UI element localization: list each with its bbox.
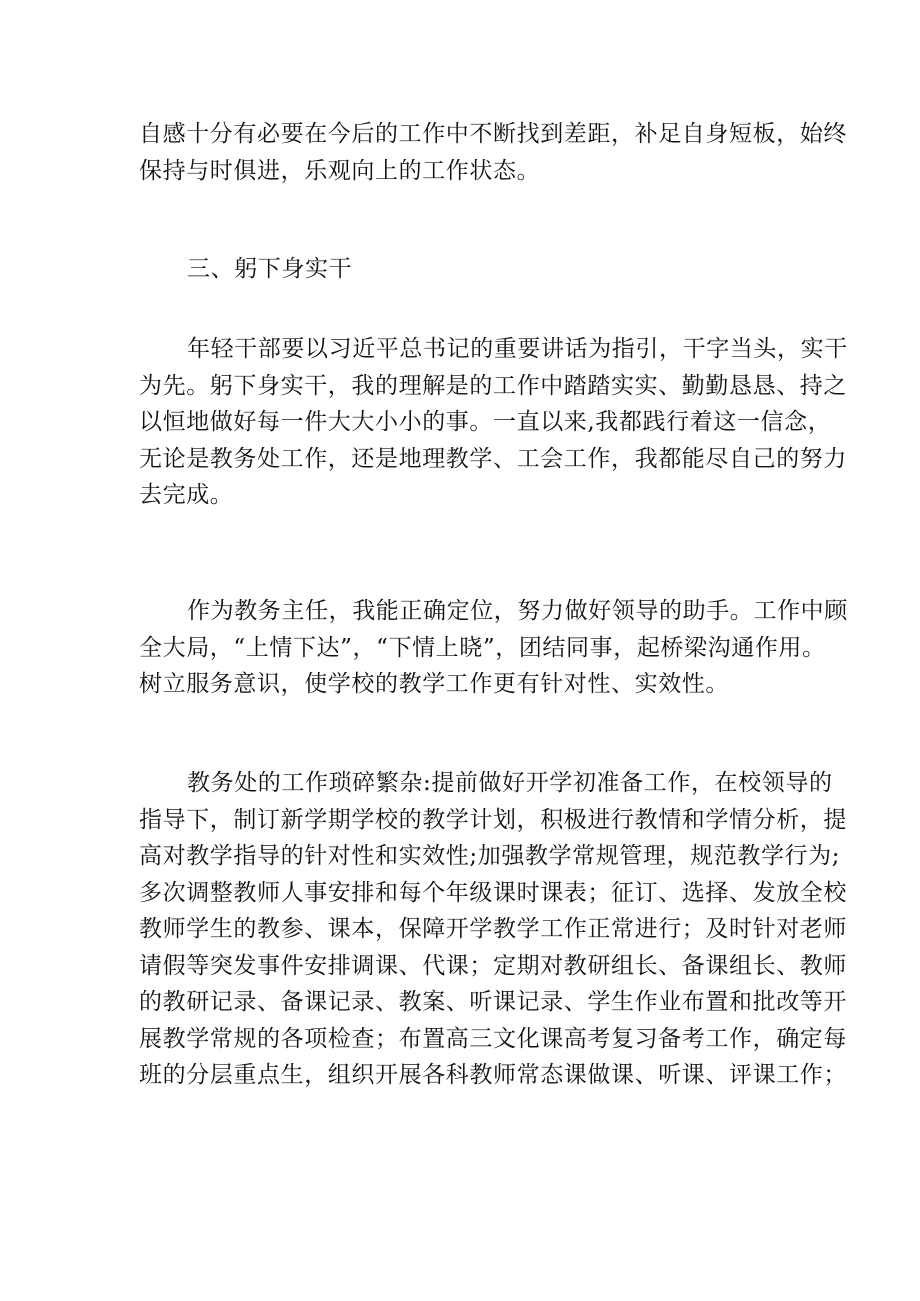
paragraph-4-line: 教师学生的教参、课本，保障开学教学工作正常进行；及时针对老师: [139, 916, 847, 942]
paragraph-1-line: 自感十分有必要在今后的工作中不断找到差距，补足自身短板，始终: [139, 121, 847, 147]
paragraph-4-line: 展教学常规的各项检查；布置高三文化课高考复习备考工作，确定每: [139, 1025, 847, 1052]
paragraph-1-line: 保持与时俱进，乐观向上的工作状态。: [139, 157, 541, 184]
paragraph-4-line: 教务处的工作琐碎繁杂:提前做好开学初准备工作，在校领导的: [187, 770, 833, 796]
paragraph-2-line: 无论是教务处工作，还是地理教学、工会工作，我都能尽自己的努力: [139, 445, 847, 472]
section-heading-3: 三、躬下身实干: [187, 256, 353, 282]
paragraph-4-line: 多次调整教师人事安排和每个年级课时课表；征订、选择、发放全校: [139, 879, 847, 906]
paragraph-4-line: 请假等突发事件安排调课、代课；定期对教研组长、备课组长、教师: [139, 952, 847, 979]
paragraph-4-line: 高对教学指导的针对性和实效性;加强教学常规管理，规范教学行为;: [139, 843, 841, 869]
paragraph-3-line: 全大局，“上情下达”，“下情上晓”，团结同事，起桥梁沟通作用。: [139, 634, 826, 661]
paragraph-1: [139, 116, 847, 189]
paragraph-2-line: 去完成。: [139, 482, 234, 508]
paragraph-2-line: 为先。躬下身实干，我的理解是的工作中踏踏实实、勤勤恳恳、持之: [139, 372, 847, 399]
paragraph-4-line: 班的分层重点生，组织开展各科教师常态课做课、听课、评课工作；: [139, 1062, 847, 1088]
paragraph-3-line: 树立服务意识，使学校的教学工作更有针对性、实效性。: [139, 671, 729, 697]
paragraph-4-line: 的教研记录、备课记录、教案、听课记录、学生作业布置和批改等开: [139, 989, 847, 1015]
paragraph-2-line: 以恒地做好每一件大大小小的事。一直以来,我都践行着这一信念，: [139, 409, 832, 435]
paragraph-3-line: 作为教务主任，我能正确定位，努力做好领导的助手。工作中顾: [187, 598, 848, 624]
paragraph-2: [139, 331, 848, 514]
paragraph-4-line: 指导下，制订新学期学校的教学计划，积极进行教情和学情分析，提: [139, 806, 847, 833]
paragraph-3: [139, 593, 848, 703]
paragraph-4: [139, 765, 847, 1094]
paragraph-2-line: 年轻干部要以习近平总书记的重要讲话为指引，干字当头，实干: [187, 336, 848, 362]
